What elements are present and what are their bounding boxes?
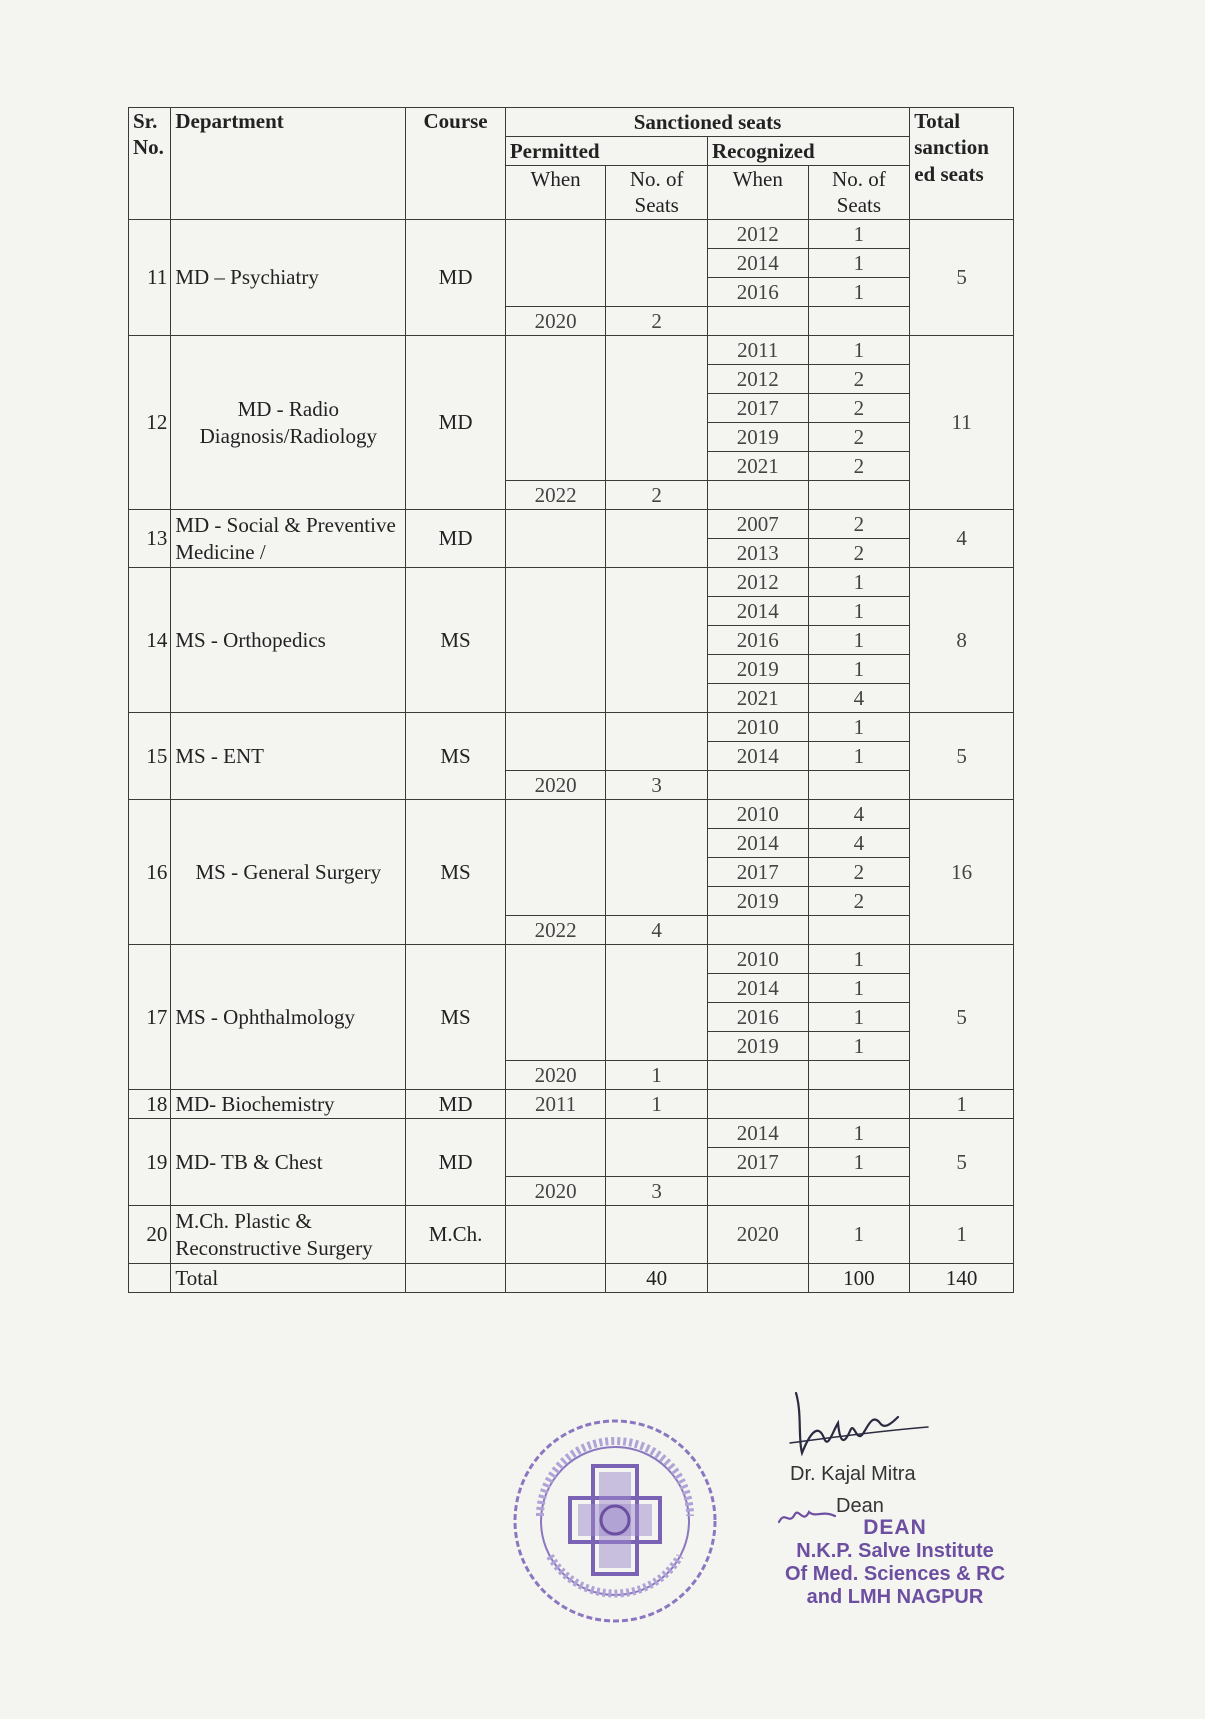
recognized-when-cell [707,307,808,336]
permitted-seats-cell: 1 [606,1090,708,1119]
permitted-seats-cell [606,945,708,1061]
total-sanctioned-cell: 1 [910,1206,1014,1264]
recognized-seats-cell: 1 [808,742,910,771]
recognized-when-cell: 2019 [707,423,808,452]
total-sanctioned-cell: 16 [910,800,1014,945]
recognized-when-cell: 2007 [707,510,808,539]
permitted-when-cell: 2022 [505,481,606,510]
recognized-when-cell: 2012 [707,568,808,597]
table-row [129,510,1014,539]
sr-no-cell: 14 [129,568,171,713]
total-course-cell [406,1264,506,1293]
permitted-when-cell [505,510,606,568]
recognized-when-cell: 2019 [707,1032,808,1061]
total-recognized-seats: 100 [808,1264,910,1293]
recognized-seats-cell: 2 [808,365,910,394]
permitted-seats-cell: 1 [606,1061,708,1090]
recognized-seats-cell: 1 [808,713,910,742]
permitted-when-cell: 2022 [505,916,606,945]
recognized-when-cell: 2021 [707,452,808,481]
header-total-sanctioned: Total sanction ed seats [910,108,1014,220]
recognized-when-cell: 2014 [707,829,808,858]
recognized-seats-cell: 2 [808,452,910,481]
stamp-line-sciences: Of Med. Sciences & RC [784,1563,1006,1586]
recognized-seats-cell: 4 [808,800,910,829]
recognized-seats-cell [808,307,910,336]
signatory-name: Dr. Kajal Mitra [790,1463,916,1485]
header-sanctioned-seats: Sanctioned seats [505,108,909,137]
recognized-when-cell: 2014 [707,742,808,771]
total-label: Total [171,1264,406,1293]
total-row [129,1264,1014,1293]
department-cell: MD - Social & Preventive Medicine / [171,510,406,568]
recognized-when-cell: 2019 [707,887,808,916]
recognized-seats-cell: 2 [808,887,910,916]
recognized-seats-cell: 1 [808,278,910,307]
total-recognized-when-cell [707,1264,808,1293]
course-cell: MS [406,568,506,713]
total-sanctioned-cell: 1 [910,1090,1014,1119]
total-permitted-seats: 40 [606,1264,708,1293]
recognized-when-cell: 2017 [707,394,808,423]
recognized-when-cell: 2010 [707,800,808,829]
stamp-line-city: and LMH NAGPUR [806,1586,984,1609]
recognized-when-cell: 2014 [707,974,808,1003]
department-cell: MS - Orthopedics [171,568,406,713]
sr-no-cell: 13 [129,510,171,568]
total-sanctioned-cell: 8 [910,568,1014,713]
permitted-when-cell [505,220,606,307]
total-sanctioned-cell: 4 [910,510,1014,568]
table-row [129,945,1014,974]
header-recognized: Recognized [707,137,909,166]
recognized-when-cell: 2016 [707,626,808,655]
table-row [129,568,1014,597]
recognized-seats-cell: 1 [808,1003,910,1032]
recognized-when-cell: 2012 [707,365,808,394]
recognized-seats-cell: 1 [808,974,910,1003]
recognized-seats-cell: 1 [808,626,910,655]
recognized-seats-cell: 1 [808,249,910,278]
recognized-seats-cell: 2 [808,539,910,568]
department-cell: MS - General Surgery [171,800,406,945]
permitted-seats-cell: 2 [606,307,708,336]
recognized-seats-cell: 2 [808,510,910,539]
recognized-seats-cell: 4 [808,829,910,858]
table-row [129,1119,1014,1148]
table-row [129,1206,1014,1264]
header-department: Department [171,108,406,220]
header-sr-no: Sr. No. [129,108,171,220]
dean-stamp [770,1516,1020,1609]
permitted-when-cell [505,568,606,713]
permitted-seats-cell [606,800,708,916]
department-cell: MD - Radio Diagnosis/Radiology [171,336,406,510]
permitted-when-cell: 2020 [505,1177,606,1206]
recognized-seats-cell: 4 [808,684,910,713]
stamp-line-dean: DEAN [863,1516,927,1539]
table-row [129,220,1014,249]
sr-no-cell: 15 [129,713,171,800]
total-permitted-when-cell [505,1264,606,1293]
course-cell: MS [406,713,506,800]
course-cell: M.Ch. [406,1206,506,1264]
recognized-when-cell [707,1090,808,1119]
stamp-line-institute: N.K.P. Salve Institute [796,1540,994,1563]
total-sanctioned-cell: 11 [910,336,1014,510]
recognized-when-cell [707,1061,808,1090]
recognized-seats-cell: 1 [808,945,910,974]
permitted-when-cell: 2020 [505,1061,606,1090]
department-cell: MD- TB & Chest [171,1119,406,1206]
recognized-seats-cell [808,1090,910,1119]
recognized-when-cell [707,916,808,945]
permitted-seats-cell [606,1119,708,1177]
header-course: Course [406,108,506,220]
recognized-when-cell: 2019 [707,655,808,684]
recognized-when-cell [707,481,808,510]
total-sanctioned-cell: 5 [910,220,1014,336]
table-row [129,1090,1014,1119]
recognized-when-cell: 2014 [707,1119,808,1148]
recognized-seats-cell: 2 [808,423,910,452]
permitted-seats-cell [606,713,708,771]
recognized-when-cell: 2012 [707,220,808,249]
table-header [129,108,1014,220]
recognized-when-cell: 2010 [707,945,808,974]
recognized-when-cell: 2010 [707,713,808,742]
course-cell: MD [406,1090,506,1119]
total-sanctioned-seats: 140 [910,1264,1014,1293]
table-row [129,336,1014,365]
permitted-when-cell [505,713,606,771]
recognized-when-cell: 2016 [707,278,808,307]
department-cell: MD- Biochemistry [171,1090,406,1119]
table-row [129,713,1014,742]
permitted-when-cell [505,1119,606,1177]
permitted-seats-cell: 3 [606,771,708,800]
recognized-seats-cell: 2 [808,394,910,423]
sr-no-cell: 18 [129,1090,171,1119]
course-cell: MD [406,510,506,568]
recognized-when-cell: 2013 [707,539,808,568]
header-permitted: Permitted [505,137,707,166]
sr-no-cell: 12 [129,336,171,510]
header-permitted-seats: No. of Seats [606,166,708,220]
recognized-when-cell [707,1177,808,1206]
sr-no-cell: 11 [129,220,171,336]
department-cell: M.Ch. Plastic & Reconstructive Surgery [171,1206,406,1264]
total-sanctioned-cell: 5 [910,713,1014,800]
course-cell: MD [406,336,506,510]
department-cell: MS - Ophthalmology [171,945,406,1090]
permitted-seats-cell: 3 [606,1177,708,1206]
sr-no-cell: 20 [129,1206,171,1264]
permitted-when-cell [505,945,606,1061]
course-cell: MS [406,800,506,945]
course-cell: MD [406,220,506,336]
recognized-seats-cell: 1 [808,220,910,249]
permitted-when-cell: 2020 [505,771,606,800]
permitted-seats-cell [606,220,708,307]
course-cell: MD [406,1119,506,1206]
recognized-when-cell: 2011 [707,336,808,365]
permitted-seats-cell [606,336,708,481]
recognized-when-cell: 2017 [707,858,808,887]
recognized-seats-cell [808,771,910,800]
sr-no-cell: 19 [129,1119,171,1206]
recognized-seats-cell: 1 [808,597,910,626]
permitted-when-cell: 2020 [505,307,606,336]
total-sanctioned-cell: 5 [910,1119,1014,1206]
total-sanctioned-cell: 5 [910,945,1014,1090]
table-body [129,220,1014,1293]
signatory-title: Dean [836,1495,884,1517]
permitted-seats-cell [606,1206,708,1264]
department-cell: MS - ENT [171,713,406,800]
recognized-when-cell: 2016 [707,1003,808,1032]
recognized-seats-cell: 1 [808,568,910,597]
permitted-seats-cell [606,568,708,713]
permitted-seats-cell: 2 [606,481,708,510]
recognized-seats-cell [808,916,910,945]
recognized-seats-cell: 1 [808,1119,910,1148]
header-recognized-seats: No. of Seats [808,166,910,220]
recognized-when-cell [707,771,808,800]
permitted-seats-cell [606,510,708,568]
recognized-seats-cell: 1 [808,1206,910,1264]
recognized-seats-cell: 1 [808,655,910,684]
recognized-when-cell: 2014 [707,249,808,278]
recognized-seats-cell: 1 [808,336,910,365]
recognized-seats-cell [808,481,910,510]
institute-seal-icon [510,1416,720,1626]
permitted-when-cell [505,800,606,916]
sanctioned-seats-table [128,107,1014,1293]
permitted-seats-cell: 4 [606,916,708,945]
total-sr-cell [129,1264,171,1293]
recognized-seats-cell: 2 [808,858,910,887]
sr-no-cell: 16 [129,800,171,945]
table-row [129,800,1014,829]
recognized-when-cell: 2017 [707,1148,808,1177]
sr-no-cell: 17 [129,945,171,1090]
course-cell: MS [406,945,506,1090]
permitted-when-cell: 2011 [505,1090,606,1119]
recognized-seats-cell [808,1177,910,1206]
signature-icon [788,1383,938,1463]
header-permitted-when: When [505,166,606,220]
recognized-seats-cell [808,1061,910,1090]
permitted-when-cell [505,336,606,481]
permitted-when-cell [505,1206,606,1264]
header-recognized-when: When [707,166,808,220]
recognized-when-cell: 2014 [707,597,808,626]
recognized-when-cell: 2021 [707,684,808,713]
recognized-when-cell: 2020 [707,1206,808,1264]
recognized-seats-cell: 1 [808,1148,910,1177]
recognized-seats-cell: 1 [808,1032,910,1061]
department-cell: MD – Psychiatry [171,220,406,336]
